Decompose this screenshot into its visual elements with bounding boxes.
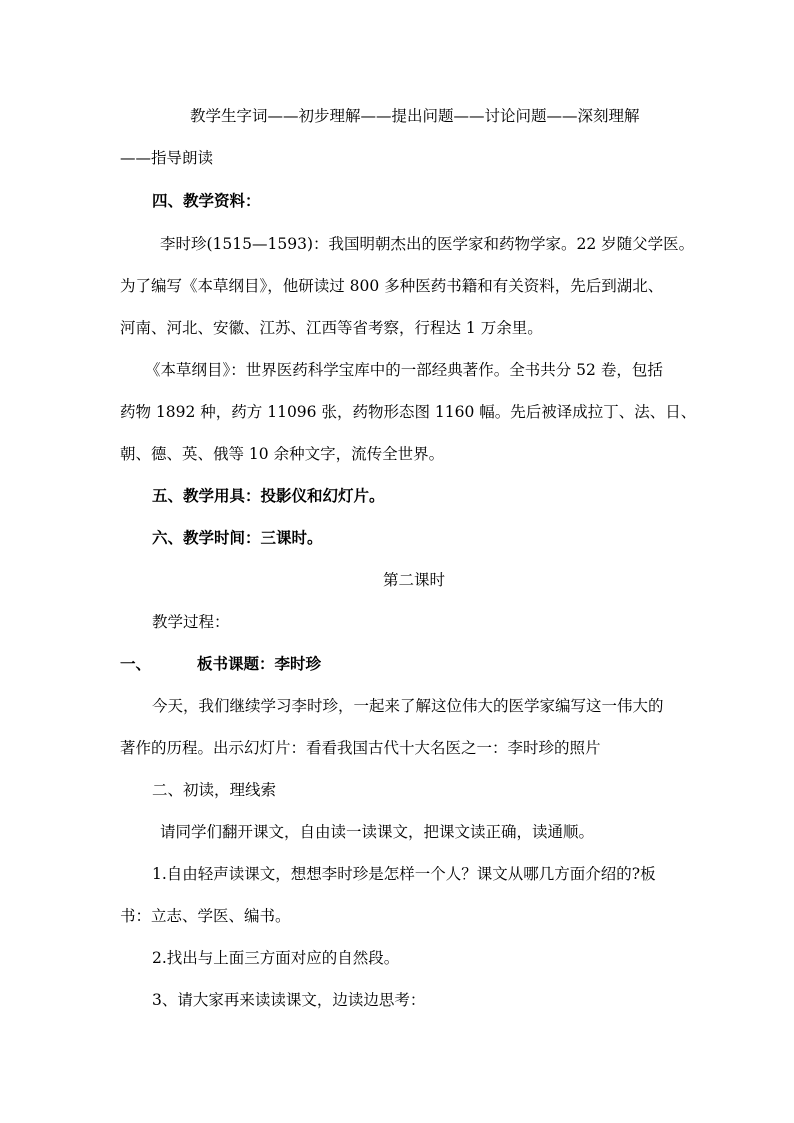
today-paragraph-line-1: 今天，我们继续学习李时珍，一起来了解这位伟大的医学家编写这一伟大的 — [152, 697, 664, 715]
li-shizhen-paragraph-line-1: 李时珍(1515—1593)：我国明朝杰出的医学家和药物学家。22 岁随父学医。 — [160, 235, 695, 253]
question-1-line-1: 1.自由轻声读课文，想想李时珍是怎样一个人？课文从哪几方面介绍的?板 — [152, 865, 656, 883]
question-1-line-2: 书：立志、学医、编书。 — [120, 907, 291, 925]
teaching-flow-line-2: ——指导朗读 — [120, 149, 214, 167]
question-3-line: 3、请大家再来读读课文，边读边思考： — [152, 991, 426, 1009]
step-2-heading: 二、初读，理线索 — [152, 781, 277, 799]
today-paragraph-line-2: 著作的历程。出示幻灯片：看看我国古代十大名医之一：李时珍的照片 — [120, 739, 601, 757]
read-instruction: 请同学们翻开课文，自由读一读课文，把课文读正确，读通顺。 — [160, 823, 595, 841]
li-shizhen-paragraph-line-3: 河南、河北、安徽、江苏、江西等省考察，行程达 1 万余里。 — [120, 319, 543, 337]
step-1-number: 一、 — [120, 654, 152, 673]
question-2-line: 2.找出与上面三方面对应的自然段。 — [152, 949, 400, 967]
li-shizhen-paragraph-line-2: 为了编写《本草纲目》，他研读过 800 多种医药书籍和有关资料，先后到湖北、 — [120, 277, 664, 295]
section-5-heading: 五、教学用具：投影仪和幻灯片。 — [152, 486, 385, 505]
step-1-heading: 板书课题：李时珍 — [197, 654, 322, 673]
bencao-paragraph-line-1: 《本草纲目》：世界医药科学宝库中的一部经典著作。全书共分 52 卷，包括 — [145, 361, 663, 379]
bencao-paragraph-line-3: 朝、德、英、俄等 10 余种文字，流传全世界。 — [120, 445, 445, 463]
teaching-process-label: 教学过程： — [152, 613, 230, 631]
section-4-heading: 四、教学资料： — [152, 191, 261, 210]
teaching-flow-line-1: 教学生字词——初步理解——提出问题——讨论问题——深刻理解 — [190, 107, 640, 125]
lesson-title: 第二课时 — [383, 571, 446, 589]
section-6-heading: 六、教学时间：三课时。 — [152, 528, 323, 547]
bencao-paragraph-line-2: 药物 1892 种，药方 11096 张，药物形态图 1160 幅。先后被译成拉丁、法、日、 — [120, 403, 697, 421]
